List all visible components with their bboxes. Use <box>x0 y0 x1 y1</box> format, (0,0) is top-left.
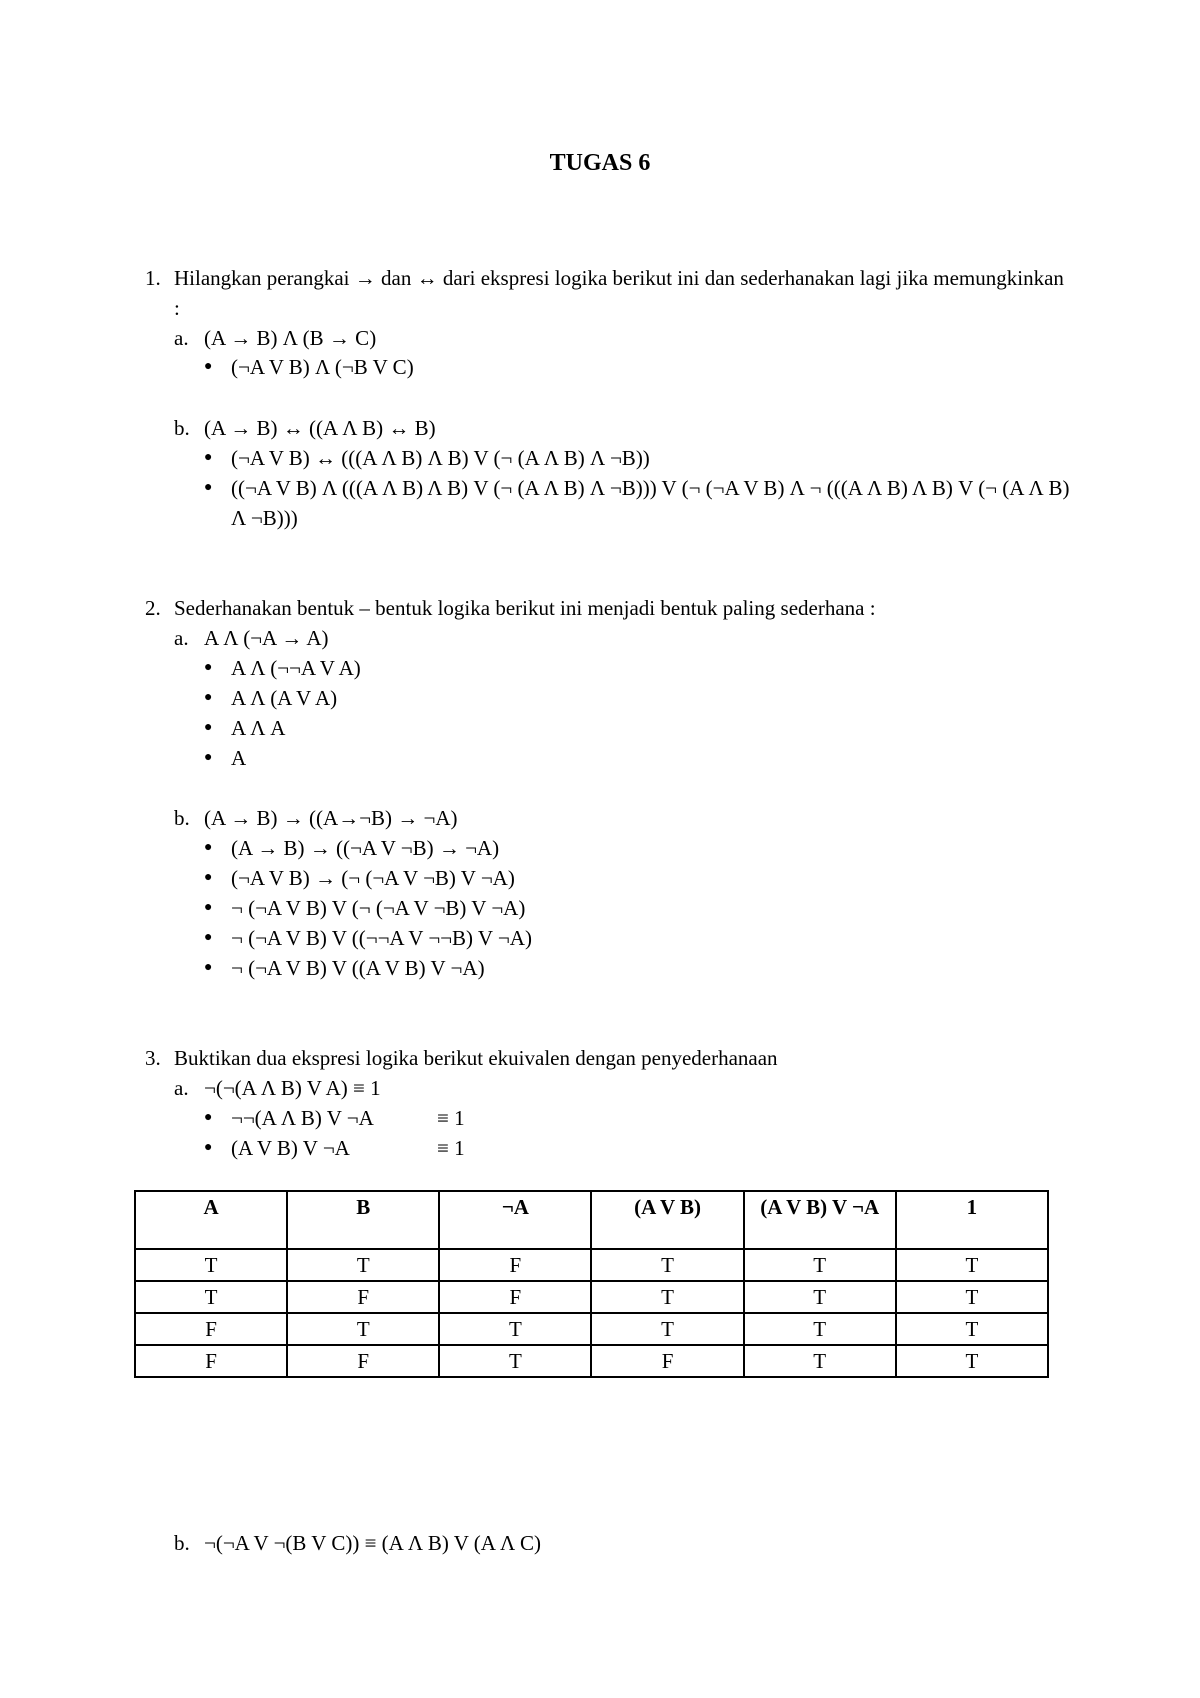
q2b-label: b. <box>174 806 190 830</box>
q3-text: Buktikan dua ekspresi logika berikut ekuivalen dengan penyederhanaan <box>174 1046 778 1070</box>
q2b-step-5: ¬ (¬A V B) V ((A V B) V ¬A) <box>231 956 485 980</box>
bullet-icon: ● <box>204 900 213 915</box>
table-cell: T <box>744 1281 896 1313</box>
q2a-step-4: A <box>231 746 247 770</box>
q1b-step-2: ((¬A V B) Λ (((A Λ B) Λ B) V (¬ (A Λ B) Λ ¬B))) V (¬ (¬A V B) Λ ¬ (((A Λ B) Λ B) V (¬ (A Λ B) Λ ¬B))) <box>231 476 1070 530</box>
bullet-icon: ● <box>204 480 213 495</box>
page-title: TUGAS 6 <box>549 150 651 176</box>
q2b-step-4: ¬ (¬A V B) V ((¬¬A V ¬¬B) V ¬A) <box>231 926 532 950</box>
q3a-label: a. <box>174 1076 189 1100</box>
table-cell: T <box>591 1249 743 1281</box>
table-cell: T <box>591 1313 743 1345</box>
table-header: (A V B) V ¬A <box>744 1191 896 1249</box>
table-header: ¬A <box>439 1191 591 1249</box>
table-header: 1 <box>896 1191 1048 1249</box>
q2b-step-2: (¬A V B) → (¬ (¬A V ¬B) V ¬A) <box>231 866 515 890</box>
q2a-step-1: A Λ (¬¬A V A) <box>231 656 361 680</box>
bullet-icon: ● <box>204 359 213 374</box>
q3a-step-2-equiv: ≡ 1 <box>437 1136 465 1160</box>
q1b-step-1: (¬A V B) ↔ (((A Λ B) Λ B) V (¬ (A Λ B) Λ ¬B)) <box>231 446 650 470</box>
q1b-label: b. <box>174 416 190 440</box>
q2b-step-1: (A → B) → ((¬A V ¬B) → ¬A) <box>231 836 500 860</box>
table-cell: T <box>439 1345 591 1377</box>
q3b-label: b. <box>174 1531 190 1555</box>
q1-text: Hilangkan perangkai → dan ↔ dari ekspresi logika berikut ini dan sederhanakan lagi jika memungkinkan : <box>174 266 1064 320</box>
truth-table-header-row <box>135 1191 1048 1249</box>
table-row <box>135 1249 1048 1281</box>
bullet-icon: ● <box>204 750 213 765</box>
bullet-icon: ● <box>204 1140 213 1155</box>
q3a-expression: ¬(¬(A Λ B) V A) ≡ 1 <box>204 1076 381 1100</box>
table-cell: T <box>591 1281 743 1313</box>
bullet-icon: ● <box>204 1110 213 1125</box>
table-cell: T <box>896 1313 1048 1345</box>
table-cell: T <box>135 1281 287 1313</box>
table-row <box>135 1313 1048 1345</box>
q2a-step-3: A Λ A <box>231 716 286 740</box>
bullet-icon: ● <box>204 840 213 855</box>
table-cell: F <box>287 1281 439 1313</box>
bullet-icon: ● <box>204 690 213 705</box>
bullet-icon: ● <box>204 960 213 975</box>
q2-text: Sederhanakan bentuk – bentuk logika berikut ini menjadi bentuk paling sederhana : <box>174 596 876 620</box>
table-row <box>135 1345 1048 1377</box>
bullet-icon: ● <box>204 870 213 885</box>
q2-number: 2. <box>145 596 161 620</box>
table-cell: T <box>896 1345 1048 1377</box>
q1a-label: a. <box>174 326 189 350</box>
bullet-icon: ● <box>204 660 213 675</box>
table-cell: T <box>287 1313 439 1345</box>
q1-number: 1. <box>145 266 161 290</box>
q3b-expression: ¬(¬A V ¬(B V C)) ≡ (A Λ B) V (A Λ C) <box>204 1531 541 1555</box>
table-cell: T <box>744 1345 896 1377</box>
q1a-step: (¬A V B) Λ (¬B V C) <box>231 355 414 379</box>
table-row <box>135 1281 1048 1313</box>
table-cell: T <box>896 1281 1048 1313</box>
table-cell: T <box>896 1249 1048 1281</box>
table-cell: T <box>135 1249 287 1281</box>
table-cell: F <box>135 1313 287 1345</box>
table-cell: F <box>135 1345 287 1377</box>
q3-number: 3. <box>145 1046 161 1070</box>
table-cell: T <box>744 1313 896 1345</box>
bullet-icon: ● <box>204 450 213 465</box>
table-cell: F <box>287 1345 439 1377</box>
q2a-expression: A Λ (¬A → A) <box>204 626 329 650</box>
table-cell: F <box>439 1281 591 1313</box>
q1a-expression: (A → B) Λ (B → C) <box>204 326 377 350</box>
q3a-step-1: ¬¬(A Λ B) V ¬A <box>231 1106 374 1130</box>
q1b-expression: (A → B) ↔ ((A Λ B) ↔ B) <box>204 416 436 440</box>
q2a-label: a. <box>174 626 189 650</box>
bullet-icon: ● <box>204 930 213 945</box>
q2b-expression: (A → B) → ((A→¬B) → ¬A) <box>204 806 458 830</box>
truth-table <box>134 1190 1049 1378</box>
table-header: A <box>135 1191 287 1249</box>
q2b-step-3: ¬ (¬A V B) V (¬ (¬A V ¬B) V ¬A) <box>231 896 526 920</box>
table-header: B <box>287 1191 439 1249</box>
q3a-step-2: (A V B) V ¬A <box>231 1136 350 1160</box>
q3a-step-1-equiv: ≡ 1 <box>437 1106 465 1130</box>
table-cell: F <box>439 1249 591 1281</box>
table-header: (A V B) <box>591 1191 743 1249</box>
bullet-icon: ● <box>204 720 213 735</box>
q2a-step-2: A Λ (A V A) <box>231 686 338 710</box>
table-cell: T <box>287 1249 439 1281</box>
table-cell: T <box>439 1313 591 1345</box>
table-cell: T <box>744 1249 896 1281</box>
table-cell: F <box>591 1345 743 1377</box>
